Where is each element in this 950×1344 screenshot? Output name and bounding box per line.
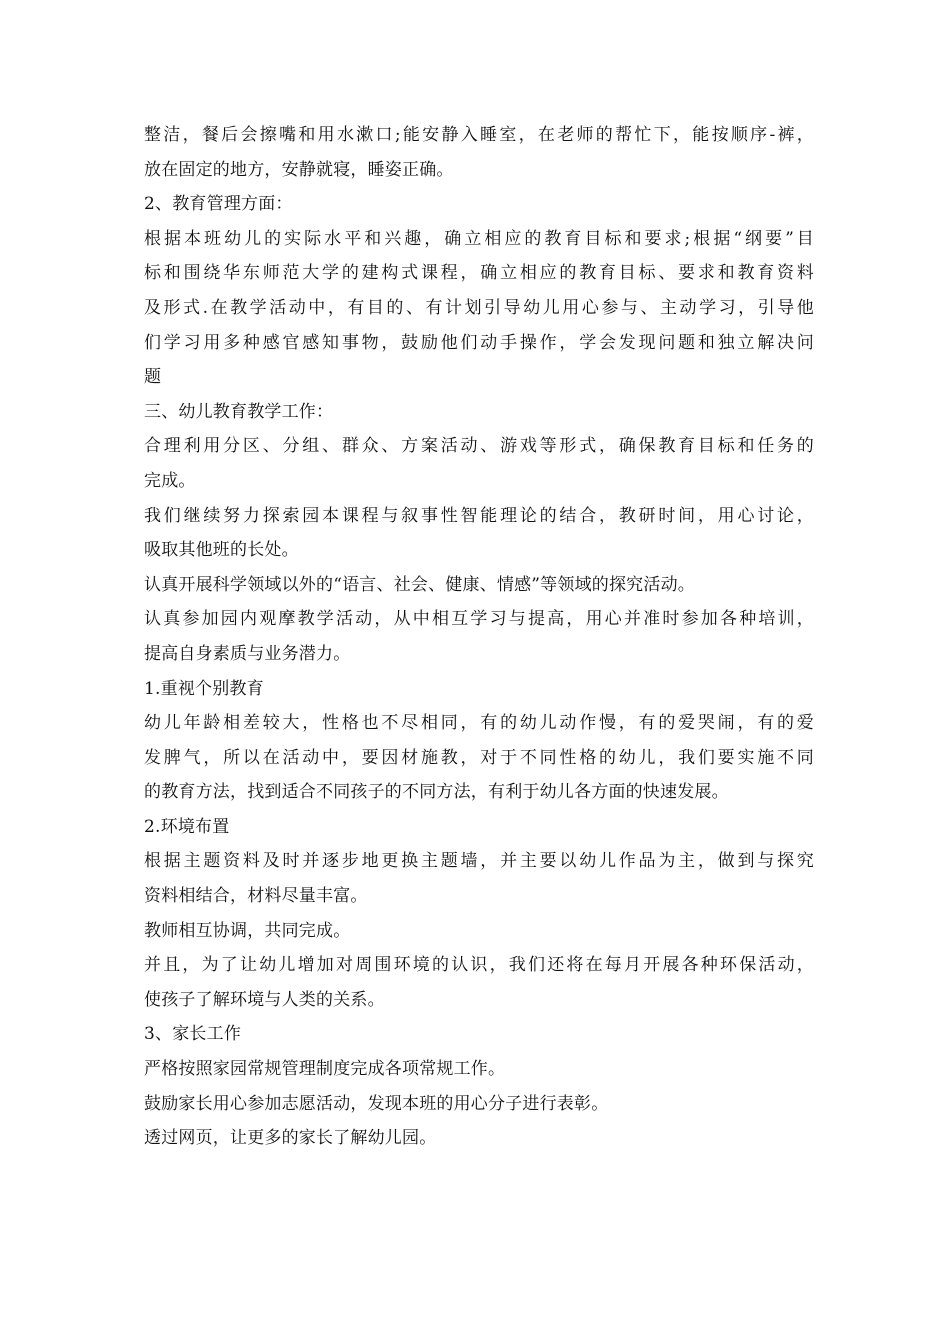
text-line: 及形式.在教学活动中，有目的、有计划引导幼儿用心参与、主动学习，引导他 xyxy=(144,297,814,318)
text-line: 2、教育管理方面： xyxy=(144,194,293,215)
text-line: 3、家长工作 xyxy=(144,1024,242,1045)
text-line: 幼儿年龄相差较大，性格也不尽相同，有的幼儿动作慢，有的爱哭闹，有的爱 xyxy=(144,713,814,734)
text-line: 鼓励家长用心参加志愿活动，发现本班的用心分子进行表彰。 xyxy=(144,1093,609,1114)
text-line: 教师相互协调，共同完成。 xyxy=(144,920,351,941)
text-line: 透过网页，让更多的家长了解幼儿园。 xyxy=(144,1128,437,1149)
text-line: 三、幼儿教育教学工作： xyxy=(144,401,334,422)
text-line: 资料相结合，材料尽量丰富。 xyxy=(144,886,368,907)
text-line: 并且，为了让幼儿增加对周围环境的认识，我们还将在每月开展各种环保活动， xyxy=(144,955,814,976)
text-line: 认真开展科学领域以外的“语言、社会、健康、情感”等领域的探究活动。 xyxy=(144,574,695,595)
text-line: 们学习用多种感官感知事物，鼓励他们动手操作，学会发现问题和独立解决问 xyxy=(144,332,814,353)
text-line: 合理利用分区、分组、群众、方案活动、游戏等形式，确保教育目标和任务的 xyxy=(144,436,814,457)
text-line: 使孩子了解环境与人类的关系。 xyxy=(144,989,385,1010)
document-page xyxy=(144,118,814,1156)
text-line: 吸取其他班的长处。 xyxy=(144,540,299,561)
text-line: 根据本班幼儿的实际水平和兴趣，确立相应的教育目标和要求;根据“纲要”目 xyxy=(144,228,814,249)
text-line: 发脾气，所以在活动中，要因材施教，对于不同性格的幼儿，我们要实施不同 xyxy=(144,747,814,768)
text-line: 认真参加园内观摩教学活动，从中相互学习与提高，用心并准时参加各种培训， xyxy=(144,609,814,630)
text-line: 题 xyxy=(144,367,162,388)
text-line: 2.环境布置 xyxy=(144,816,230,837)
text-line: 放在固定的地方，安静就寝，睡姿正确。 xyxy=(144,159,454,180)
text-line: 严格按照家园常规管理制度完成各项常规工作。 xyxy=(144,1059,506,1080)
text-line: 提高自身素质与业务潜力。 xyxy=(144,643,351,664)
text-line: 的教育方法，找到适合不同孩子的不同方法，有利于幼儿各方面的快速发展。 xyxy=(144,782,729,803)
text-line: 标和围绕华东师范大学的建构式课程，确立相应的教育目标、要求和教育资料 xyxy=(144,263,814,284)
text-line: 我们继续努力探索园本课程与叙事性智能理论的结合，教研时间，用心讨论， xyxy=(144,505,814,526)
text-line: 完成。 xyxy=(144,470,196,491)
text-line: 根据主题资料及时并逐步地更换主题墙，并主要以幼儿作品为主，做到与探究 xyxy=(144,851,814,872)
text-line: 1.重视个别教育 xyxy=(144,678,264,699)
text-line: 整洁，餐后会擦嘴和用水漱口;能安静入睡室，在老师的帮忙下，能按顺序-裤， xyxy=(144,125,814,145)
